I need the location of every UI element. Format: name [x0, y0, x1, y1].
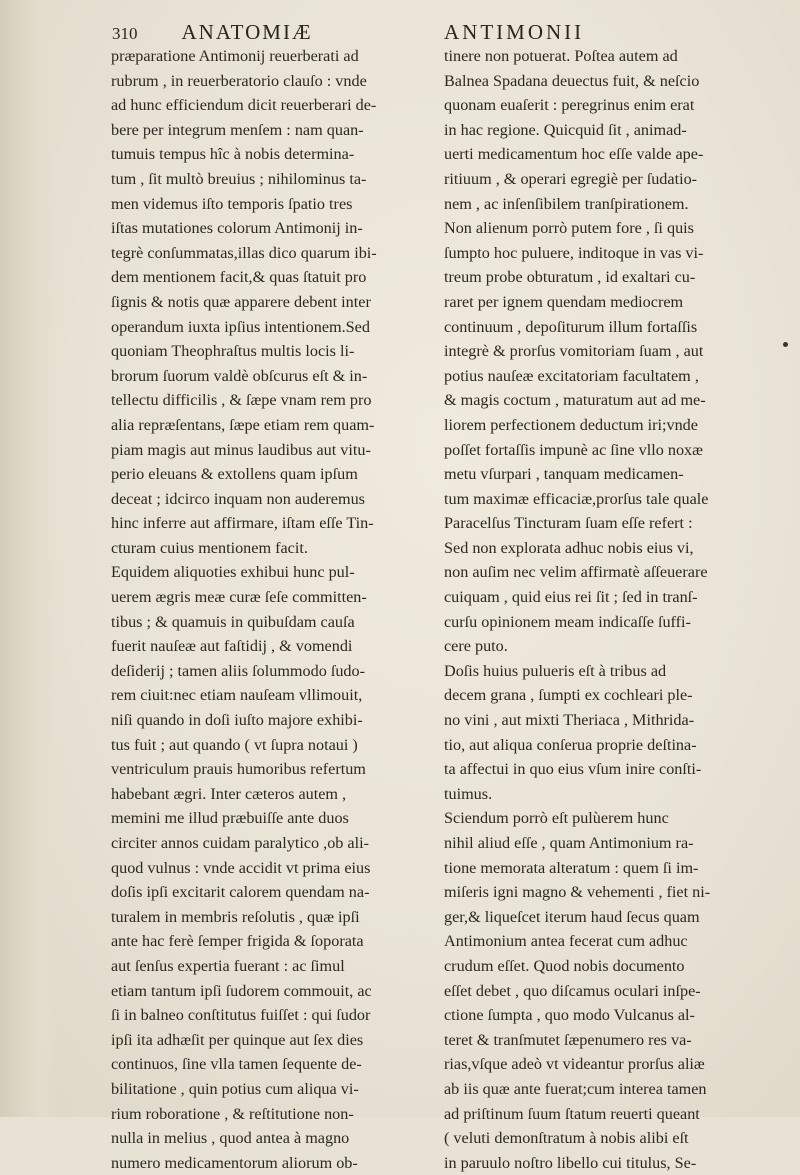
text-line: tuimus.: [444, 784, 493, 803]
text-line: uerem ægris meæ curæ ſeſe committen-: [111, 588, 367, 607]
text-line: hinc inferre aut affirmare, iſtam eſſe Tin-: [111, 514, 374, 533]
text-line: ſumpto hoc puluere, inditoque in vas vi-: [444, 243, 704, 262]
text-line: men videmus iſto temporis ſpatio tres: [111, 194, 353, 213]
text-line: Equidem aliquoties exhibui hunc pul-: [111, 563, 355, 582]
text-line: tegrè conſummatas,illas dico quarum ibi-: [111, 243, 377, 262]
text-line: rubrum , in reuerberatorio clauſo : vnde: [111, 71, 367, 90]
text-line: raret per ignem quendam mediocrem: [444, 292, 684, 311]
text-line: teret & tranſmutet ſæpenumero res va-: [444, 1030, 692, 1049]
text-line: deceat ; idcirco inquam non auderemus: [111, 489, 365, 508]
page-number: 310: [112, 24, 138, 43]
text-line: crudum eſſet. Quod nobis documento: [444, 956, 685, 975]
text-line: tione memorata alteratum : quem ſi im-: [444, 858, 699, 877]
text-line: tum maximæ efficaciæ,prorſus tale quale: [444, 489, 709, 508]
text-line: bilitatione , quin potius cum aliqua vi-: [111, 1079, 359, 1098]
text-line: ipſi ita adhæſit per quinque aut ſex dies: [111, 1030, 364, 1049]
text-line: potius nauſeæ excitatoriam facultatem ,: [444, 366, 699, 385]
text-line: Balnea Spadana deuectus fuit, & neſcio: [444, 71, 700, 90]
text-line: ſignis & notis quæ apparere debent inter: [111, 292, 371, 311]
text-line: ventriculum prauis humoribus refertum: [111, 760, 366, 779]
text-line: nem , ac inſenſibilem tranſpirationem.: [444, 194, 689, 213]
text-line: circiter annos cuidam paralytico ,ob ali-: [111, 834, 369, 852]
text-line: continuum , depoſiturum illum fortaſſis: [444, 317, 698, 336]
text-line: deſiderij ; tamen aliis ſolummodo ſudo-: [111, 661, 366, 680]
text-line: Sciendum porrò eſt pulùerem hunc: [444, 809, 669, 828]
text-line: niſi quando in doſi iuſto majore exhibi-: [111, 711, 363, 730]
text-line: alia repræſentans, ſæpe etiam rem quam-: [111, 415, 375, 434]
text-line: liorem perfectionem deductum iri;vnde: [444, 415, 698, 434]
text-line: bere per integrum menſem : nam quan-: [111, 120, 364, 139]
left-running-title: ANATOMIÆ: [181, 20, 313, 44]
text-line: ( veluti demonſtratum à nobis alibi eſt: [444, 1129, 689, 1148]
text-line: tellectu difficilis , & ſæpe vnam rem pro: [111, 391, 372, 410]
text-line: memini me illud præbuiſſe ante duos: [111, 809, 349, 828]
text-line: doſis ipſi excitarit calorem quendam na-: [111, 883, 370, 902]
text-line: uerti medicamentum hoc eſſe valde ape-: [444, 145, 704, 164]
text-line: tio, aut aliqua conſerua proprie deſtina-: [444, 735, 697, 754]
text-line: numero medicamentorum aliorum ob-: [111, 1153, 358, 1172]
text-line: tum , ſit multò breuius ; nihilominus ta-: [111, 169, 367, 188]
text-line: piam magis aut minus laudibus aut vitu-: [111, 440, 371, 459]
text-line: no vini , aut mixti Theriaca , Mithrida-: [444, 711, 695, 730]
ink-spot: [783, 342, 788, 347]
text-line: ad priſtinum ſuum ſtatum reuerti queant: [444, 1104, 700, 1123]
binding-gutter: [0, 0, 58, 1117]
text-line: curſu opinionem meam indicaſſe ſuffi-: [444, 612, 691, 631]
text-line: quod vulnus : vnde accidit vt prima eius: [111, 858, 371, 877]
right-running-title: ANTIMONII: [444, 20, 585, 44]
text-line: turalem in membris reſolutis , quæ ipſi: [111, 907, 360, 926]
text-line: Antimonium antea fecerat cum adhuc: [444, 932, 688, 951]
text-line: decem grana , ſumpti ex cochleari ple-: [444, 686, 693, 705]
text-line: Non alienum porrò putem fore , ſi quis: [444, 219, 694, 238]
text-line: rias,vſque adeò vt videantur prorſus aliæ: [444, 1055, 705, 1074]
text-line: Sed non explorata adhuc nobis eius vi,: [444, 538, 694, 557]
text-line: quonam euaſerit : peregrinus enim erat: [444, 96, 695, 115]
text-line: poſſet fortaſſis impunè ac ſine vllo noxæ: [444, 440, 703, 459]
text-line: in hac regione. Quicquid ſit , animad-: [444, 120, 687, 139]
text-line: tumuis tempus hîc à nobis determina-: [111, 145, 355, 164]
text-line: aut ſenſus expertia fuerant : ac ſimul: [111, 956, 345, 975]
text-line: præparatione Antimonij reuerberati ad: [111, 47, 359, 65]
text-line: in paruulo noſtro libello cui titulus, Se-: [444, 1153, 697, 1172]
text-line: tus fuit ; aut quando ( vt ſupra notaui ): [111, 735, 358, 754]
text-line: ctione ſumpta , quo modo Vulcanus al-: [444, 1006, 695, 1025]
text-line: ante hac ferè ſemper frigida & ſoporata: [111, 932, 364, 951]
text-line: tibus ; & quamuis in quibuſdam cauſa: [111, 612, 355, 631]
text-line: continuos, ſine vlla tamen ſequente de-: [111, 1055, 362, 1074]
text-line: ger,& liqueſcet iterum haud ſecus quam: [444, 907, 700, 926]
text-line: ritiuum , & operari egregiè per ſudatio-: [444, 169, 698, 188]
text-line: rium roboratione , & reſtitutione non-: [111, 1104, 354, 1123]
text-line: cuiquam , quid eius rei ſit ; ſed in tranſ-: [444, 588, 698, 607]
text-line: operandum iuxta ipſius intentionem.Sed: [111, 317, 370, 336]
text-line: non auſim nec velim affirmatè aſſeuerare: [444, 563, 708, 582]
text-line: fuerit nauſeæ aut faſtidij , & vomendi: [111, 637, 353, 656]
text-line: ta affectui in quo eius vſum inire conſti-: [444, 760, 702, 779]
text-line: miſeris igni magno & vehementi , fiet ni-: [444, 883, 711, 902]
text-line: treum probe obturatum , id exaltari cu-: [444, 268, 696, 287]
text-line: & magis coctum , maturatum aut ad me-: [444, 391, 706, 410]
text-line: nulla in melius , quod antea à magno: [111, 1129, 350, 1148]
text-line: habebant ægri. Inter cæteros autem ,: [111, 784, 347, 803]
text-line: iſtas mutationes colorum Antimonij in-: [111, 219, 363, 238]
text-line: Doſis huius pulueris eſt à tribus ad: [444, 661, 667, 680]
text-line: perio eleuans & extollens quam ipſum: [111, 465, 358, 484]
text-line: dem mentionem facit,& quas ſtatuit pro: [111, 268, 367, 287]
text-line: ab iis quæ ante fuerat;cum interea tamen: [444, 1079, 707, 1098]
left-text-column: [111, 44, 431, 1175]
text-line: Paracelſus Tincturam ſuam eſſe refert :: [444, 514, 693, 533]
text-line: ad hunc efficiendum dicit reuerberari de-: [111, 96, 377, 115]
text-line: cere puto.: [444, 637, 508, 656]
text-line: quoniam Theophraſtus multis locis li-: [111, 342, 355, 361]
text-line: metu vſurpari , tanquam medicamen-: [444, 465, 684, 484]
text-line: nihil aliud eſſe , quam Antimonium ra-: [444, 834, 694, 852]
text-line: tinere non potuerat. Poſtea autem ad: [444, 47, 678, 65]
text-line: ſi in balneo conſtitutus fuiſſet : qui ſudor: [111, 1006, 371, 1025]
text-line: eſſet debet , quo diſcamus oculari inſpe-: [444, 981, 701, 1000]
text-line: rem ciuit:nec etiam nauſeam vllimouit,: [111, 686, 363, 705]
text-line: brorum ſuorum valdè obſcurus eſt & in-: [111, 366, 368, 385]
text-line: integrè & prorſus vomitoriam ſuam , aut: [444, 342, 704, 361]
text-line: etiam tantum ipſi ſudorem commouit, ac: [111, 981, 372, 1000]
right-text-column: [444, 44, 774, 1175]
text-line: cturam cuius mentionem facit.: [111, 538, 308, 557]
